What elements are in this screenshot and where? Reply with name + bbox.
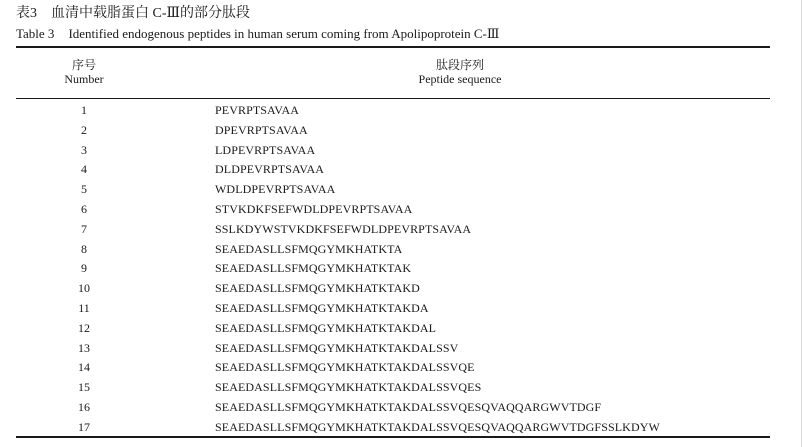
row-number: 1 xyxy=(81,103,87,117)
table-row xyxy=(0,220,802,240)
row-number: 3 xyxy=(81,142,87,157)
table-row xyxy=(0,279,802,299)
row-sequence: SEAEDASLLSFMQGYMKHATKTAKDALSSVQESQVAQQARGWVTDGFSSLKDYW xyxy=(215,419,660,434)
table-row xyxy=(0,141,802,161)
row-sequence: SEAEDASLLSFMQGYMKHATKTAKDALSSVQESQVAQQARGWVTDGF xyxy=(215,399,602,414)
row-number: 8 xyxy=(81,241,87,256)
row-sequence: SSLKDYWSTVKDKFSEFWDLDPEVRPTSAVAA xyxy=(215,221,472,236)
row-number: 13 xyxy=(78,340,90,355)
header-number xyxy=(34,58,134,86)
row-sequence: WDLDPEVRPTSAVAA xyxy=(215,182,336,197)
table-row xyxy=(0,180,802,200)
row-sequence: SEAEDASLLSFMQGYMKHATKTAKD xyxy=(215,281,420,296)
header-peptide-sequence xyxy=(360,58,560,86)
row-number: 10 xyxy=(78,281,90,296)
table-body xyxy=(0,101,802,438)
row-number: 7 xyxy=(81,221,87,236)
table-row xyxy=(0,200,802,220)
row-number: 9 xyxy=(81,261,87,276)
row-sequence: DPEVRPTSAVAA xyxy=(215,122,308,137)
table-caption-chinese xyxy=(16,5,250,23)
header-seq-en: Peptide sequence xyxy=(418,72,502,86)
table-row xyxy=(0,121,802,141)
table-row xyxy=(0,358,802,378)
row-number: 6 xyxy=(81,201,87,216)
row-number: 4 xyxy=(81,162,87,177)
row-sequence: STVKDKFSEFWDLDPEVRPTSAVAA xyxy=(215,201,413,216)
row-sequence: SEAEDASLLSFMQGYMKHATKTAK xyxy=(215,261,412,276)
row-number: 14 xyxy=(78,360,90,375)
header-seq-cn: 肽段序列 xyxy=(435,58,484,72)
row-sequence: SEAEDASLLSFMQGYMKHATKTA xyxy=(215,241,403,256)
row-number: 16 xyxy=(78,399,90,414)
table-title-english: Identified endogenous peptides in human serum coming from Apolipoprotein C-Ⅲ xyxy=(68,26,500,41)
table-row xyxy=(0,398,802,418)
row-sequence: SEAEDASLLSFMQGYMKHATKTAKDA xyxy=(215,300,429,315)
row-number: 2 xyxy=(81,122,87,137)
row-sequence: DLDPEVRPTSAVAA xyxy=(215,162,324,177)
row-sequence: PEVRPTSAVAA xyxy=(215,103,300,117)
row-sequence: SEAEDASLLSFMQGYMKHATKTAKDAL xyxy=(215,320,437,335)
table-row xyxy=(0,259,802,279)
row-sequence: SEAEDASLLSFMQGYMKHATKTAKDALSSV xyxy=(215,340,459,355)
table-row xyxy=(0,378,802,398)
table-row xyxy=(0,418,802,438)
row-number: 5 xyxy=(81,182,87,197)
row-sequence: LDPEVRPTSAVAA xyxy=(215,142,316,157)
table-label-chinese: 表3 xyxy=(16,6,37,21)
row-sequence: SEAEDASLLSFMQGYMKHATKTAKDALSSVQES xyxy=(215,380,482,395)
header-number-cn: 序号 xyxy=(71,58,96,72)
table-row xyxy=(0,160,802,180)
table-label-english: Table 3 xyxy=(16,26,55,41)
table-row xyxy=(0,240,802,260)
table-row xyxy=(0,319,802,339)
row-number: 17 xyxy=(78,419,90,434)
table-caption-english xyxy=(16,25,499,42)
table-header-rule xyxy=(16,98,770,99)
table-row xyxy=(0,299,802,319)
header-number-en: Number xyxy=(64,72,104,86)
row-number: 11 xyxy=(78,300,90,315)
table-bottom-rule xyxy=(16,436,770,438)
row-sequence: SEAEDASLLSFMQGYMKHATKTAKDALSSVQE xyxy=(215,360,475,375)
table-top-rule xyxy=(16,46,770,48)
table-row xyxy=(0,339,802,359)
row-number: 15 xyxy=(78,380,90,395)
row-number: 12 xyxy=(78,320,90,335)
table-row xyxy=(0,101,802,121)
table-title-chinese: 血清中载脂蛋白 C-Ⅲ的部分肽段 xyxy=(51,6,251,21)
